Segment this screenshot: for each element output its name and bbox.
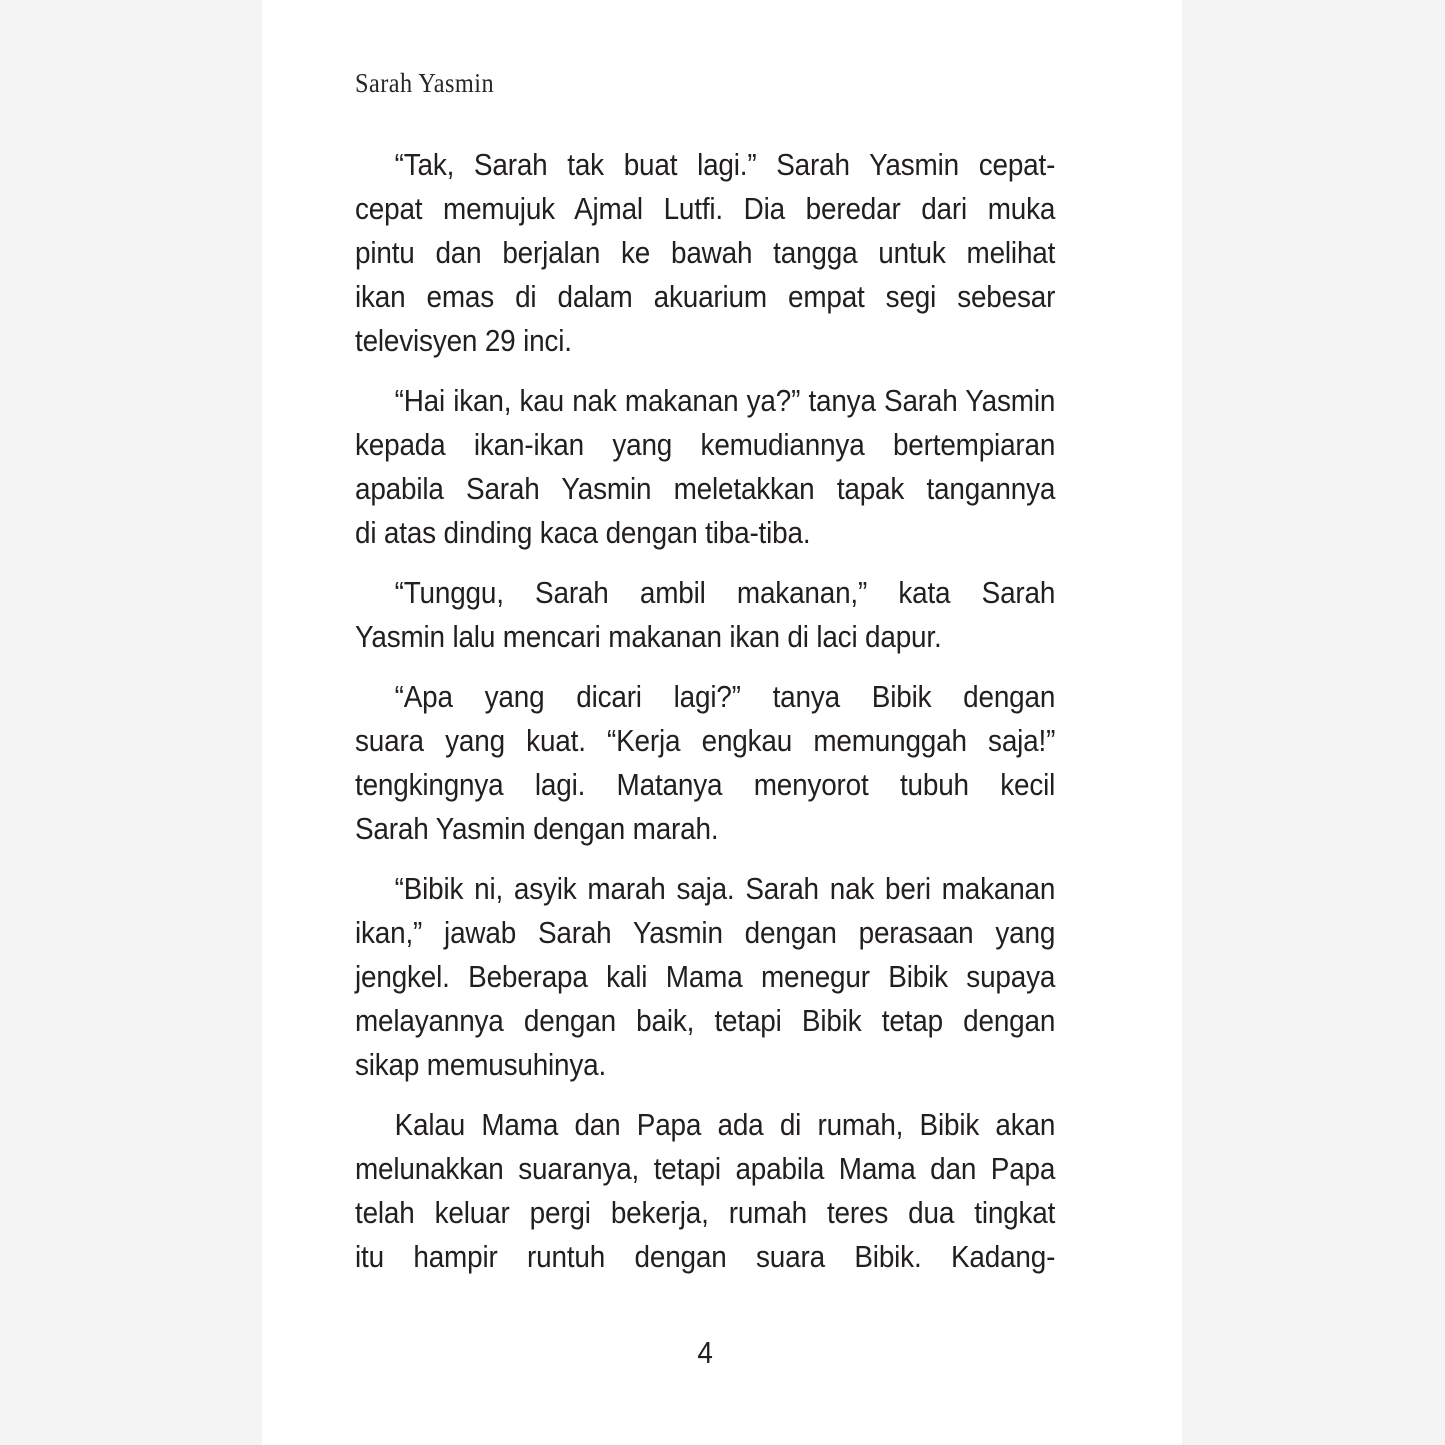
text-line: telah keluar pergi bekerja, rumah teres dua tingkat: [355, 1195, 1056, 1230]
text-line: televisyen 29 inci.: [355, 323, 572, 358]
text-line: Sarah Yasmin dengan marah.: [355, 811, 719, 846]
text-line: ikan emas di dalam akuarium empat segi sebesar: [355, 279, 1056, 314]
text-line: melunakkan suaranya, tetapi apabila Mama dan Papa: [355, 1151, 1056, 1186]
text-line: cepat memujuk Ajmal Lutfi. Dia beredar dari muka: [355, 191, 1056, 226]
text-line: melayannya dengan baik, tetapi Bibik tetap dengan: [355, 1003, 1056, 1038]
paragraph: [355, 379, 1055, 555]
running-header: Sarah Yasmin: [355, 68, 495, 98]
paragraph: [355, 143, 1055, 363]
text-line: “Apa yang dicari lagi?” tanya Bibik dengan: [394, 679, 1056, 714]
body-text: [355, 143, 1055, 1279]
text-line: pintu dan berjalan ke bawah tangga untuk melihat: [355, 235, 1056, 270]
text-line: di atas dinding kaca dengan tiba-tiba.: [355, 515, 811, 550]
text-line: apabila Sarah Yasmin meletakkan tapak tangannya: [355, 471, 1056, 506]
text-line: Yasmin lalu mencari makanan ikan di laci dapur.: [355, 619, 942, 654]
book-page: [262, 0, 1182, 1445]
text-line: tengkingnya lagi. Matanya menyorot tubuh kecil: [355, 767, 1056, 802]
paragraph: [355, 1103, 1055, 1279]
page-number: 4: [697, 1335, 713, 1370]
text-line: sikap memusuhinya.: [355, 1047, 607, 1082]
text-line: ikan,” jawab Sarah Yasmin dengan perasaan yang: [355, 915, 1056, 950]
page-content: [355, 0, 1055, 1373]
text-line: jengkel. Beberapa kali Mama menegur Bibik supaya: [355, 959, 1056, 994]
text-line: kepada ikan-ikan yang kemudiannya bertempiaran: [355, 427, 1056, 462]
text-line: suara yang kuat. “Kerja engkau memunggah saja!”: [355, 723, 1056, 758]
paragraph: [355, 675, 1055, 851]
text-line: Kalau Mama dan Papa ada di rumah, Bibik akan: [394, 1107, 1056, 1142]
text-line: “Bibik ni, asyik marah saja. Sarah nak beri makanan: [394, 871, 1056, 906]
text-line: “Tak, Sarah tak buat lagi.” Sarah Yasmin cepat-: [394, 147, 1056, 182]
text-line: “Tunggu, Sarah ambil makanan,” kata Sarah: [394, 575, 1056, 610]
paragraph: [355, 867, 1055, 1087]
paragraph: [355, 571, 1055, 659]
text-line: itu hampir runtuh dengan suara Bibik. Kadang-: [355, 1239, 1056, 1274]
text-line: “Hai ikan, kau nak makanan ya?” tanya Sarah Yasmin: [394, 383, 1056, 418]
